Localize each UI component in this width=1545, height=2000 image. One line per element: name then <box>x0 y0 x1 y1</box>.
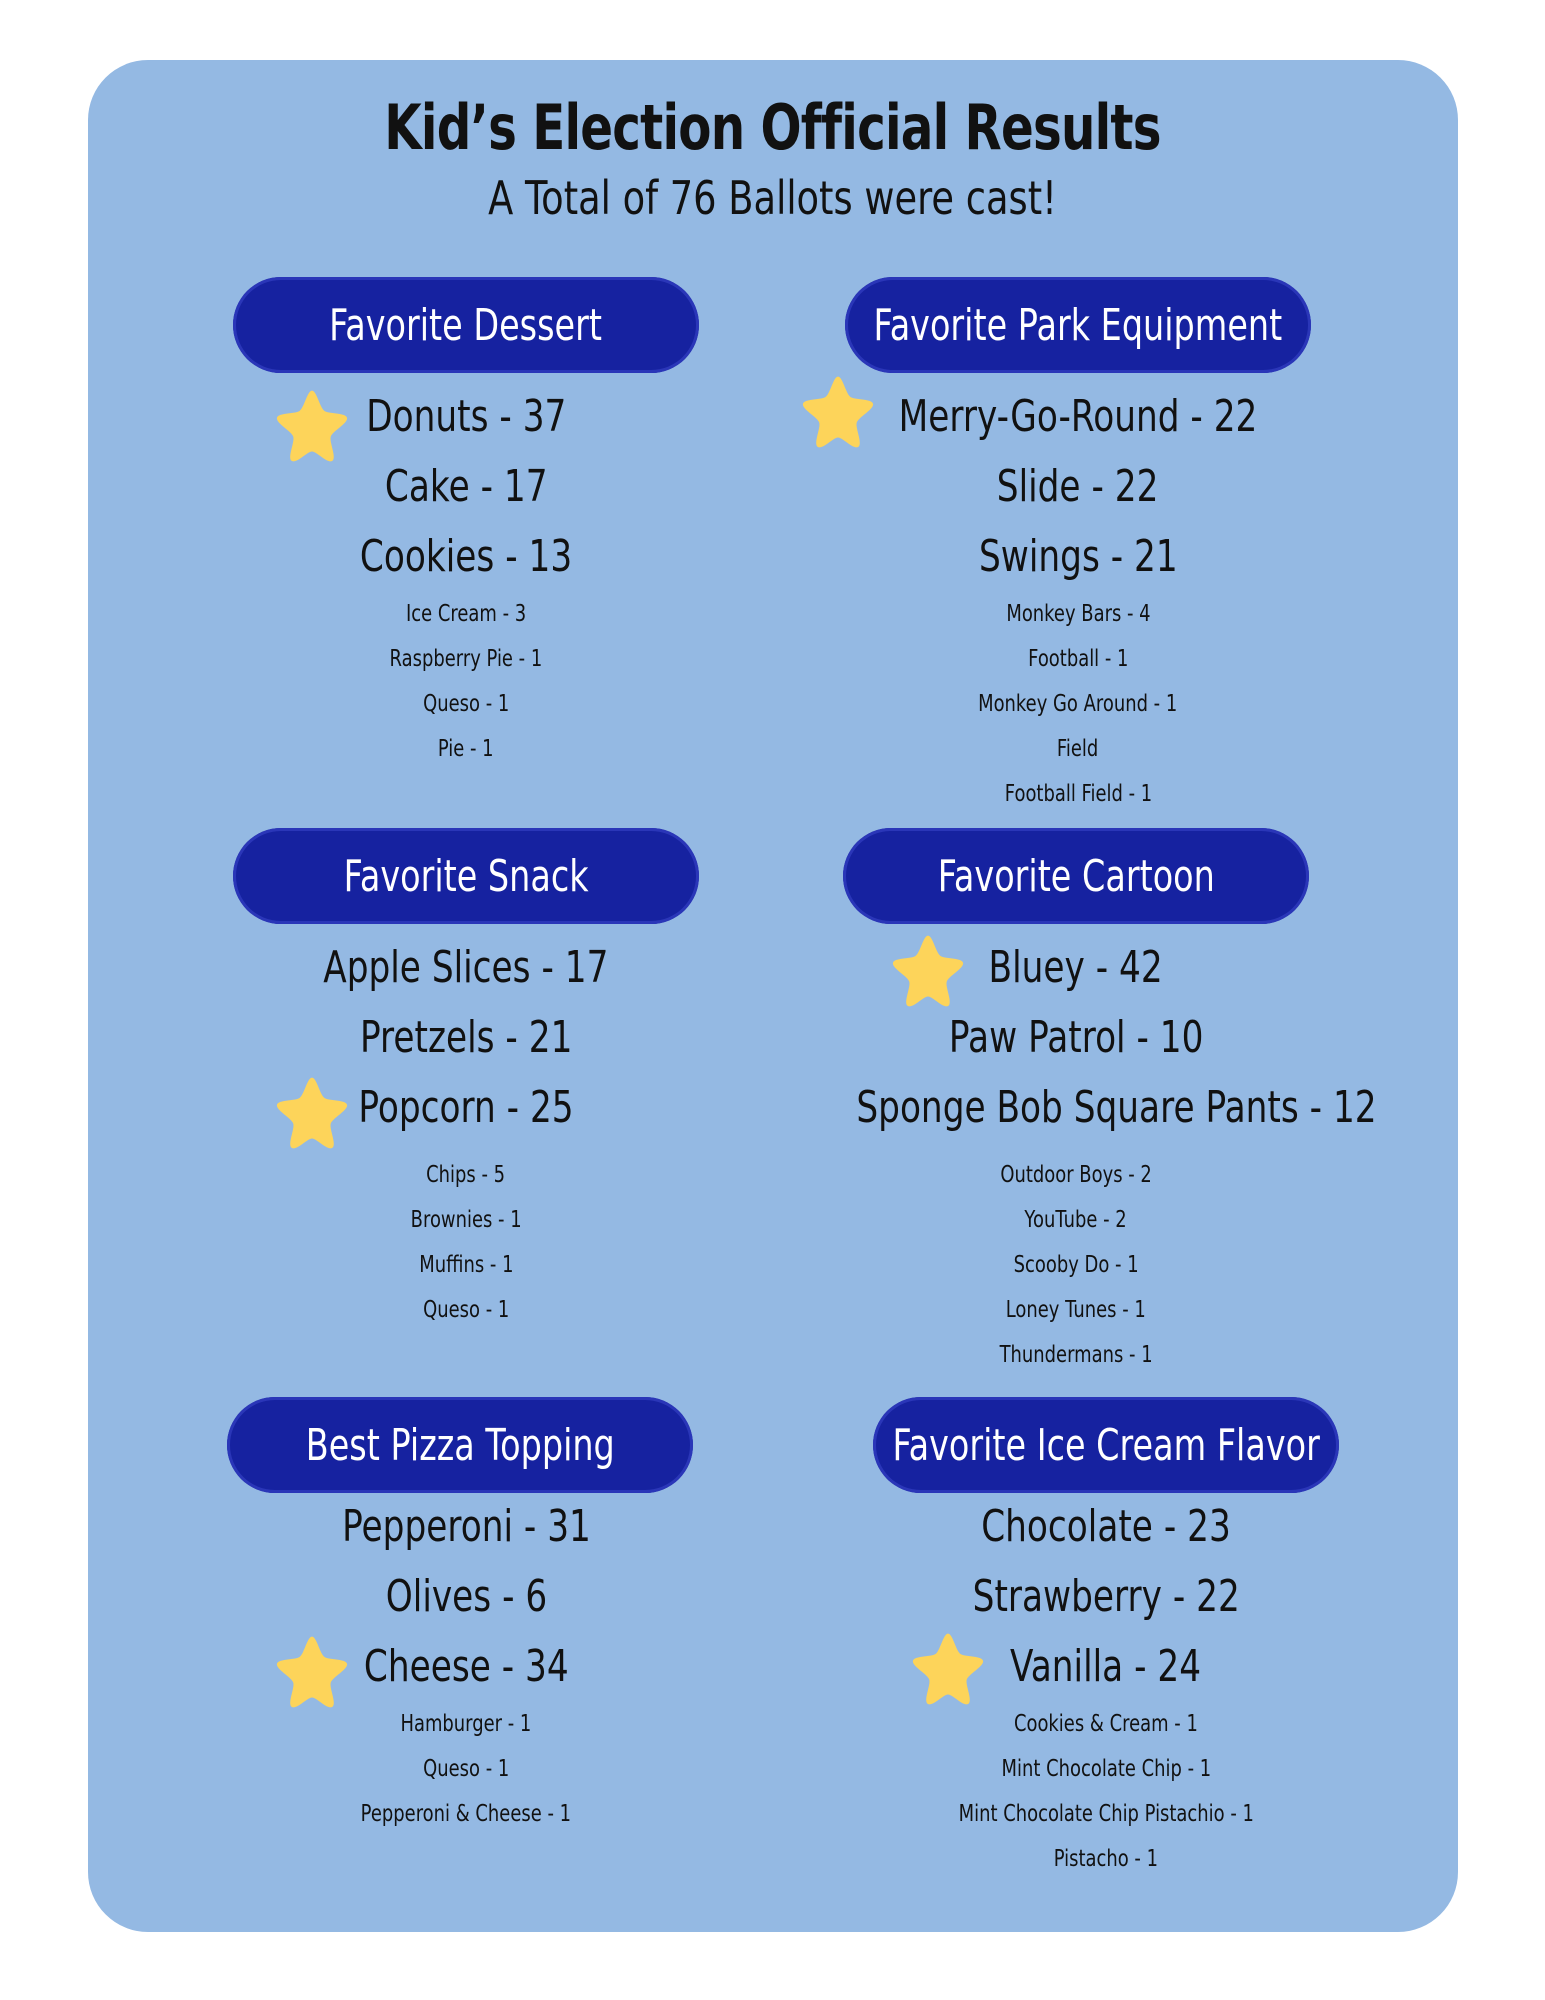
result-item: Brownies - 1 <box>410 1207 522 1233</box>
result-item: Bluey - 42 <box>988 942 1164 993</box>
category-results-pizza-topping <box>233 1492 699 1837</box>
result-item: Pistacho - 1 <box>1053 1846 1159 1872</box>
result-item: Paw Patrol - 10 <box>948 1012 1204 1063</box>
result-item: Cookies & Cream - 1 <box>1014 1711 1198 1737</box>
category-results-ice-cream-flavor <box>873 1492 1339 1882</box>
result-item: Football - 1 <box>1027 646 1129 672</box>
category-header-label: Favorite Ice Cream Flavor <box>892 1419 1320 1471</box>
result-item: Vanilla - 24 <box>1010 1641 1202 1692</box>
category-header-ice-cream-flavor <box>873 1397 1339 1493</box>
category-header-label: Favorite Cartoon <box>937 850 1215 902</box>
category-header-park-equipment <box>845 277 1311 373</box>
result-item: Pepperoni - 31 <box>341 1501 591 1552</box>
category-results-cartoon <box>783 933 1377 1378</box>
result-item: Merry-Go-Round - 22 <box>898 391 1258 442</box>
category-header-snack <box>233 828 699 924</box>
result-item: Donuts - 37 <box>365 391 567 442</box>
category-results-park-equipment <box>845 382 1311 817</box>
result-item: Strawberry - 22 <box>972 1571 1240 1622</box>
category-results-dessert <box>233 382 699 772</box>
result-item: Mint Chocolate Chip - 1 <box>1001 1756 1211 1782</box>
result-item: Chocolate - 23 <box>981 1501 1231 1552</box>
category-header-label: Favorite Dessert <box>329 299 603 351</box>
result-item: Swings - 21 <box>978 531 1178 582</box>
page-subtitle: A Total of 76 Ballots were cast! <box>488 171 1057 225</box>
result-item: Queso - 1 <box>422 1756 510 1782</box>
result-item: Football Field - 1 <box>1004 781 1152 807</box>
result-item: Scooby Do - 1 <box>1013 1252 1139 1278</box>
result-item: Raspberry Pie - 1 <box>389 646 543 672</box>
result-item: Cake - 17 <box>384 461 548 512</box>
result-item: Ice Cream - 3 <box>405 601 527 627</box>
result-item: Apple Slices - 17 <box>323 942 609 993</box>
result-item: Mint Chocolate Chip Pistachio - 1 <box>958 1801 1254 1827</box>
result-item: Monkey Bars - 4 <box>1005 601 1151 627</box>
result-item: Slide - 22 <box>997 461 1159 512</box>
result-item: Cheese - 34 <box>363 1641 569 1692</box>
category-header-cartoon <box>843 828 1309 924</box>
result-item: Pretzels - 21 <box>359 1012 573 1063</box>
result-item: Popcorn - 25 <box>358 1082 574 1133</box>
category-header-pizza-topping <box>227 1397 693 1493</box>
category-header-label: Favorite Snack <box>343 850 589 902</box>
result-item: Thundermans - 1 <box>999 1342 1153 1368</box>
result-item: Queso - 1 <box>422 1297 510 1323</box>
result-item: Muffins - 1 <box>418 1252 514 1278</box>
result-item: YouTube - 2 <box>1024 1207 1128 1233</box>
result-item: Olives - 6 <box>385 1571 547 1622</box>
result-item: Outdoor Boys - 2 <box>1000 1162 1152 1188</box>
result-item: Sponge Bob Square Pants - 12 <box>856 1082 1377 1133</box>
result-item: Chips - 5 <box>426 1162 506 1188</box>
category-header-dessert <box>233 277 699 373</box>
result-item: Loney Tunes - 1 <box>1005 1297 1147 1323</box>
result-item: Monkey Go Around - 1 <box>978 691 1178 717</box>
result-item: Cookies - 13 <box>359 531 573 582</box>
result-item: Field <box>1057 736 1099 762</box>
category-header-label: Best Pizza Topping <box>305 1419 615 1471</box>
result-item: Queso - 1 <box>422 691 510 717</box>
result-item: Pie - 1 <box>438 736 494 762</box>
category-header-label: Favorite Park Equipment <box>873 299 1283 351</box>
result-item: Pepperoni & Cheese - 1 <box>360 1801 572 1827</box>
result-item: Hamburger - 1 <box>400 1711 532 1737</box>
page-title: Kid’s Election Official Results <box>384 91 1161 164</box>
category-results-snack <box>233 933 699 1333</box>
